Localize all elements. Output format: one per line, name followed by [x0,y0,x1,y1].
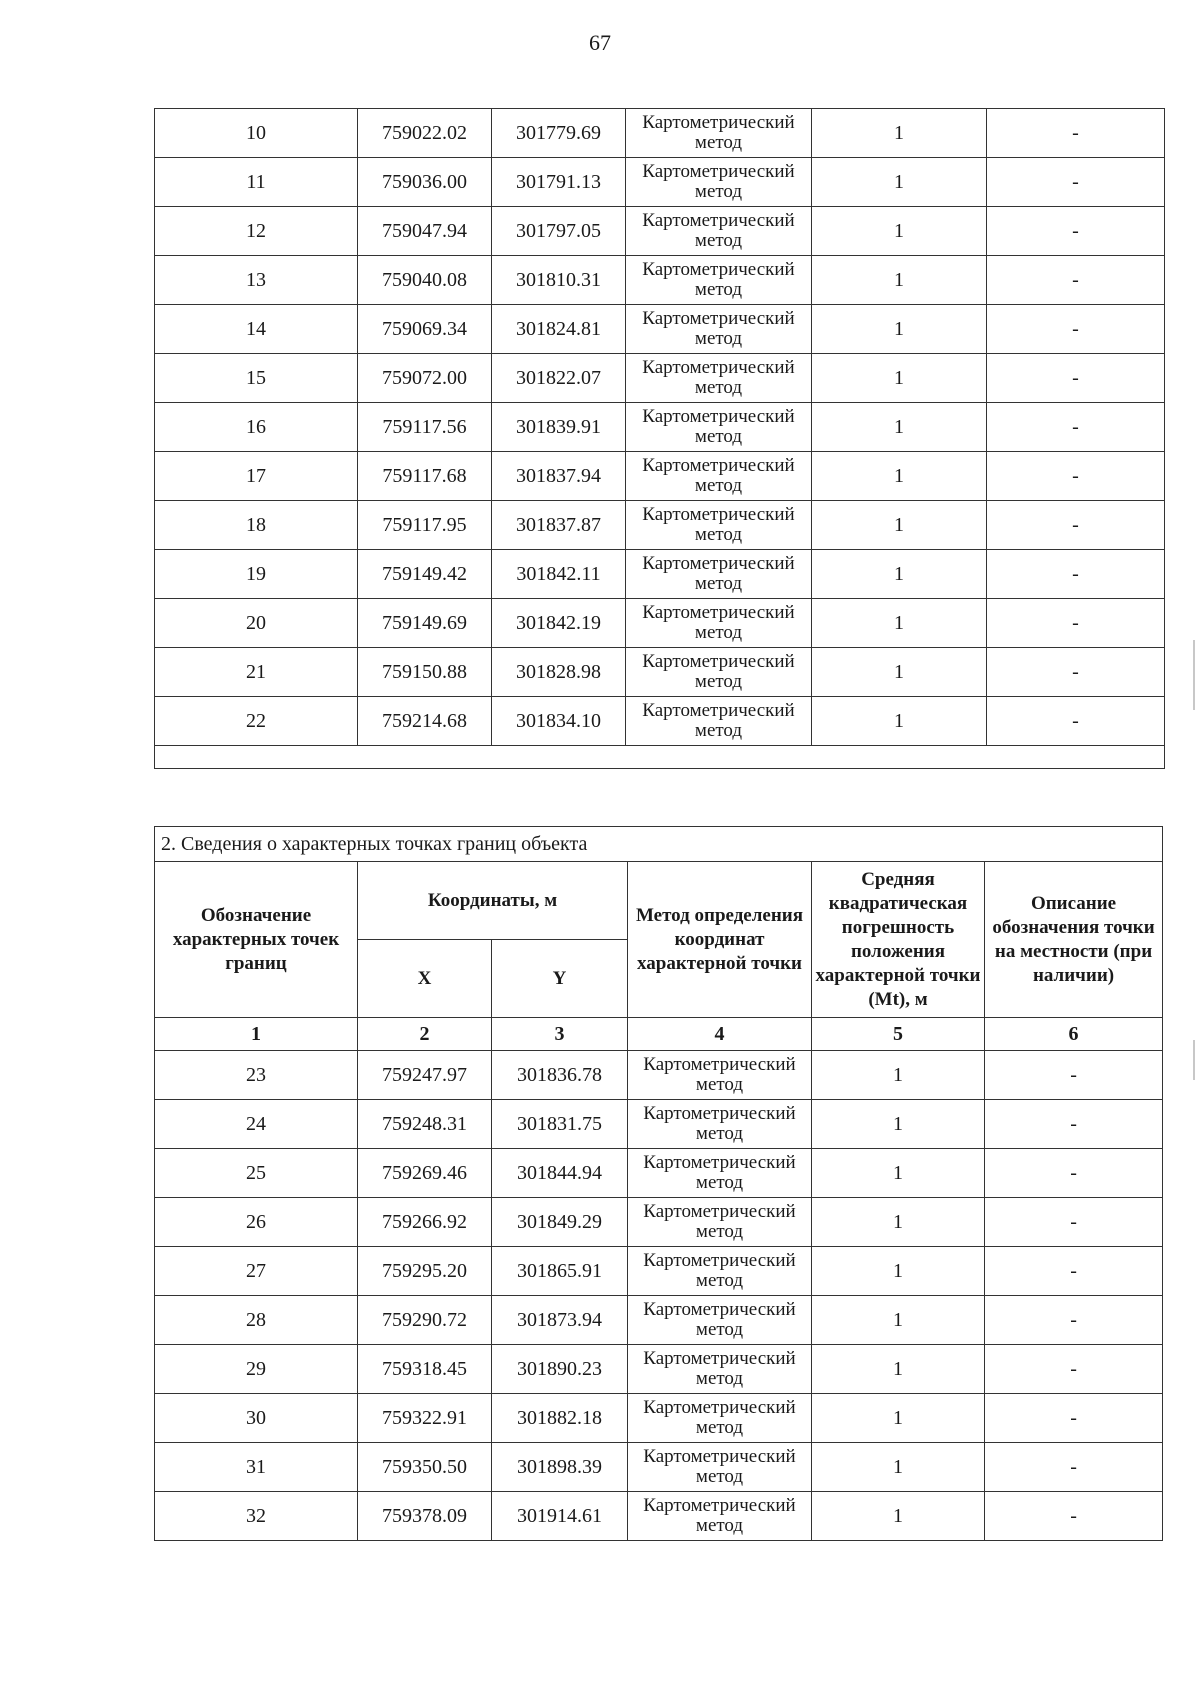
table-row [155,1345,1163,1394]
method-cell: Картометрический метод [626,109,812,158]
y-cell: 301831.75 [492,1100,628,1149]
mt-cell: 1 [812,158,987,207]
y-cell: 301837.94 [492,452,626,501]
point-cell: 20 [155,599,358,648]
header-y: Y [492,940,628,1018]
x-cell: 759378.09 [358,1492,492,1541]
mt-cell: 1 [812,1198,985,1247]
mt-cell: 1 [812,1051,985,1100]
method-cell: Картометрический метод [628,1443,812,1492]
y-cell: 301810.31 [492,256,626,305]
method-cell: Картометрический метод [628,1394,812,1443]
mt-cell: 1 [812,452,987,501]
x-cell: 759322.91 [358,1394,492,1443]
point-cell: 16 [155,403,358,452]
mt-cell: 1 [812,1296,985,1345]
y-cell: 301822.07 [492,354,626,403]
point-cell: 18 [155,501,358,550]
description-cell: - [985,1149,1163,1198]
header-mt: Средняя квадратическая погрешность положения характерной точки (Mt), м [812,862,985,1018]
point-cell: 31 [155,1443,358,1492]
y-cell: 301873.94 [492,1296,628,1345]
table-row [155,1247,1163,1296]
description-cell: - [985,1492,1163,1541]
y-cell: 301890.23 [492,1345,628,1394]
point-cell: 12 [155,207,358,256]
method-cell: Картометрический метод [626,256,812,305]
description-cell: - [987,109,1165,158]
header-x: X [358,940,492,1018]
table1-body [155,109,1165,769]
mt-cell: 1 [812,1100,985,1149]
x-cell: 759040.08 [358,256,492,305]
mt-cell: 1 [812,1149,985,1198]
mt-cell: 1 [812,403,987,452]
y-cell: 301828.98 [492,648,626,697]
y-cell: 301837.87 [492,501,626,550]
y-cell: 301842.11 [492,550,626,599]
method-cell: Картометрический метод [628,1247,812,1296]
point-cell: 23 [155,1051,358,1100]
point-cell: 10 [155,109,358,158]
table-row [155,599,1165,648]
point-cell: 22 [155,697,358,746]
x-cell: 759117.56 [358,403,492,452]
point-cell: 19 [155,550,358,599]
method-cell: Картометрический метод [626,550,812,599]
method-cell: Картометрический метод [628,1296,812,1345]
x-cell: 759149.42 [358,550,492,599]
description-cell: - [985,1247,1163,1296]
x-cell: 759069.34 [358,305,492,354]
point-cell: 29 [155,1345,358,1394]
empty-row [155,746,1165,769]
method-cell: Картометрический метод [626,452,812,501]
mt-cell: 1 [812,550,987,599]
point-cell: 30 [155,1394,358,1443]
column-number: 3 [492,1018,628,1051]
description-cell: - [987,599,1165,648]
x-cell: 759214.68 [358,697,492,746]
column-number: 6 [985,1018,1163,1051]
table-row [155,1443,1163,1492]
table-row [155,648,1165,697]
description-cell: - [985,1394,1163,1443]
mt-cell: 1 [812,256,987,305]
description-cell: - [987,501,1165,550]
x-cell: 759072.00 [358,354,492,403]
header-point-designation: Обозначение характерных точек границ [155,862,358,1018]
mt-cell: 1 [812,648,987,697]
mt-cell: 1 [812,1443,985,1492]
point-cell: 32 [155,1492,358,1541]
x-cell: 759150.88 [358,648,492,697]
x-cell: 759117.68 [358,452,492,501]
point-cell: 14 [155,305,358,354]
mt-cell: 1 [812,599,987,648]
x-cell: 759149.69 [358,599,492,648]
mt-cell: 1 [812,1345,985,1394]
x-cell: 759247.97 [358,1051,492,1100]
x-cell: 759290.72 [358,1296,492,1345]
method-cell: Картометрический метод [628,1492,812,1541]
table-row [155,1296,1163,1345]
x-cell: 759269.46 [358,1149,492,1198]
method-cell: Картометрический метод [626,648,812,697]
table-row [155,1100,1163,1149]
x-cell: 759047.94 [358,207,492,256]
column-number: 1 [155,1018,358,1051]
table-row [155,305,1165,354]
y-cell: 301834.10 [492,697,626,746]
mt-cell: 1 [812,697,987,746]
x-cell: 759318.45 [358,1345,492,1394]
point-cell: 17 [155,452,358,501]
table-row [155,354,1165,403]
description-cell: - [985,1296,1163,1345]
table-row [155,207,1165,256]
table-row [155,550,1165,599]
mt-cell: 1 [812,305,987,354]
table-row [155,501,1165,550]
description-cell: - [987,305,1165,354]
x-cell: 759117.95 [358,501,492,550]
coordinates-table-continued [154,108,1165,769]
y-cell: 301836.78 [492,1051,628,1100]
point-cell: 11 [155,158,358,207]
boundary-points-table [154,826,1163,1541]
y-cell: 301791.13 [492,158,626,207]
x-cell: 759295.20 [358,1247,492,1296]
method-cell: Картометрический метод [628,1149,812,1198]
column-number: 5 [812,1018,985,1051]
table-row [155,1149,1163,1198]
point-cell: 21 [155,648,358,697]
y-cell: 301914.61 [492,1492,628,1541]
description-cell: - [987,697,1165,746]
mt-cell: 1 [812,501,987,550]
method-cell: Картометрический метод [626,501,812,550]
table-row [155,403,1165,452]
description-cell: - [987,403,1165,452]
method-cell: Картометрический метод [628,1345,812,1394]
table-row [155,1051,1163,1100]
point-cell: 13 [155,256,358,305]
method-cell: Картометрический метод [626,697,812,746]
method-cell: Картометрический метод [628,1100,812,1149]
table-row [155,1394,1163,1443]
table-caption: 2. Сведения о характерных точках границ объекта [155,827,1163,862]
description-cell: - [987,207,1165,256]
method-cell: Картометрический метод [626,158,812,207]
mt-cell: 1 [812,354,987,403]
mt-cell: 1 [812,109,987,158]
description-cell: - [985,1345,1163,1394]
y-cell: 301882.18 [492,1394,628,1443]
description-cell: - [985,1443,1163,1492]
method-cell: Картометрический метод [626,599,812,648]
mt-cell: 1 [812,207,987,256]
point-cell: 27 [155,1247,358,1296]
point-cell: 15 [155,354,358,403]
x-cell: 759350.50 [358,1443,492,1492]
description-cell: - [985,1051,1163,1100]
point-cell: 28 [155,1296,358,1345]
table-row [155,158,1165,207]
y-cell: 301824.81 [492,305,626,354]
description-cell: - [987,550,1165,599]
method-cell: Картометрический метод [628,1198,812,1247]
x-cell: 759022.02 [358,109,492,158]
page-number: 67 [589,30,611,55]
method-cell: Картометрический метод [626,354,812,403]
method-cell: Картометрический метод [626,305,812,354]
scan-edge-mark [1193,1040,1195,1080]
method-cell: Картометрический метод [626,403,812,452]
x-cell: 759036.00 [358,158,492,207]
scan-edge-mark [1193,640,1195,710]
column-number: 4 [628,1018,812,1051]
mt-cell: 1 [812,1492,985,1541]
header-method: Метод определения координат характерной точки [628,862,812,1018]
x-cell: 759266.92 [358,1198,492,1247]
description-cell: - [987,648,1165,697]
description-cell: - [987,354,1165,403]
point-cell: 25 [155,1149,358,1198]
y-cell: 301849.29 [492,1198,628,1247]
description-cell: - [987,256,1165,305]
description-cell: - [985,1100,1163,1149]
point-cell: 24 [155,1100,358,1149]
y-cell: 301865.91 [492,1247,628,1296]
table-row [155,109,1165,158]
y-cell: 301898.39 [492,1443,628,1492]
header-coordinates: Координаты, м [358,862,628,940]
y-cell: 301844.94 [492,1149,628,1198]
y-cell: 301797.05 [492,207,626,256]
description-cell: - [987,158,1165,207]
method-cell: Картометрический метод [626,207,812,256]
header-description: Описание обозначения точки на местности (при наличии) [985,862,1163,1018]
table-row [155,452,1165,501]
mt-cell: 1 [812,1247,985,1296]
mt-cell: 1 [812,1394,985,1443]
table-row [155,1198,1163,1247]
y-cell: 301842.19 [492,599,626,648]
table-row [155,256,1165,305]
y-cell: 301839.91 [492,403,626,452]
table-row [155,697,1165,746]
table2-body [155,1051,1163,1541]
point-cell: 26 [155,1198,358,1247]
table-row [155,1492,1163,1541]
description-cell: - [985,1198,1163,1247]
column-number: 2 [358,1018,492,1051]
empty-cell [155,746,1165,769]
method-cell: Картометрический метод [628,1051,812,1100]
description-cell: - [987,452,1165,501]
x-cell: 759248.31 [358,1100,492,1149]
y-cell: 301779.69 [492,109,626,158]
